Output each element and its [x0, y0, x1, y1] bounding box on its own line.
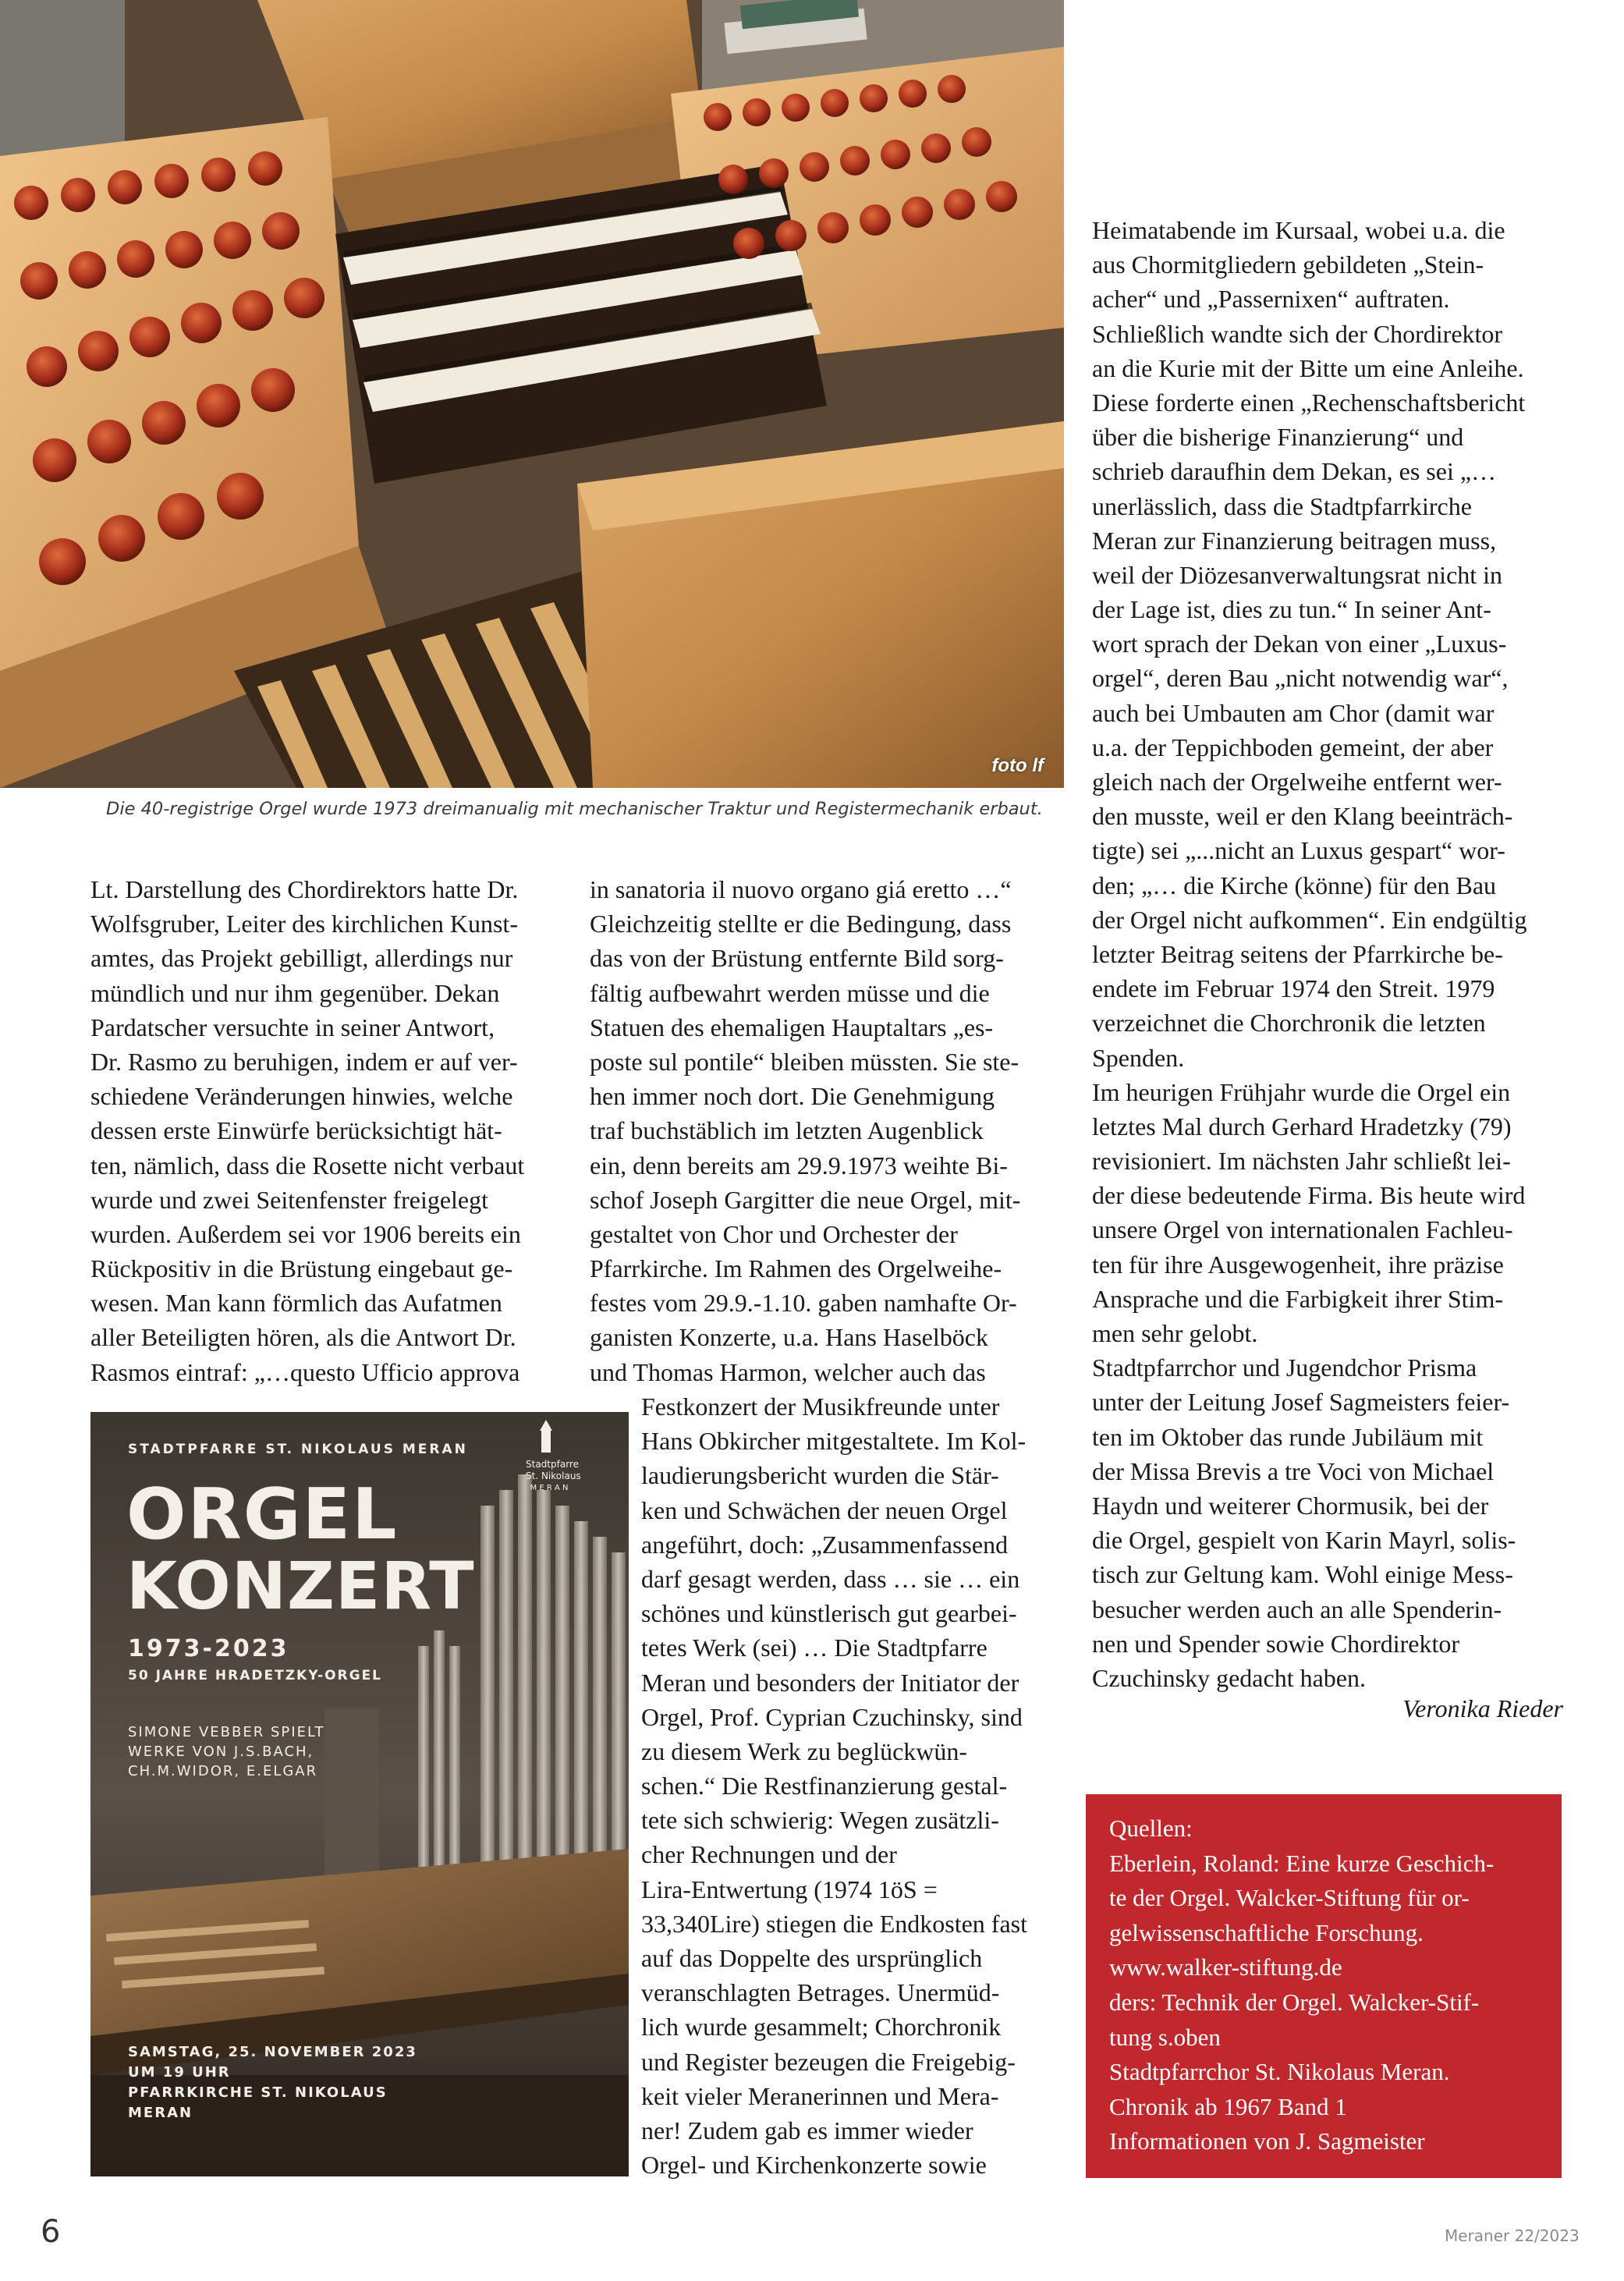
text-line: schof Joseph Gargitter die neue Orgel, mit-: [590, 1185, 1021, 1214]
text-line: hen immer noch dort. Die Genehmigung: [590, 1082, 995, 1111]
poster-subtitle: 50 JAHRE HRADETZKY-ORGEL: [128, 1668, 383, 1683]
text-line: Rasmos eintraf: „…questo Ufficio approva: [90, 1357, 520, 1386]
text-line: der Orgel nicht aufkommen“. Ein endgültig: [1092, 905, 1527, 934]
text-line: ten für ihre Ausgewogenheit, ihre präzise: [1092, 1250, 1504, 1279]
text-line: gestaltet von Chor und Orchester der: [590, 1219, 958, 1248]
text-line: Pardatscher versuchte in seiner Antwort,: [90, 1013, 495, 1041]
source-line: te der Orgel. Walcker-Stiftung für or-: [1109, 1884, 1470, 1912]
text-line: Spenden.: [1092, 1043, 1185, 1072]
text-line: darf gesagt werden, dass … sie … ein: [641, 1564, 1020, 1593]
text-line: schiedene Veränderungen hinwies, welche: [90, 1082, 513, 1111]
source-line: Chronik ab 1967 Band 1: [1109, 2092, 1347, 2120]
text-line: 33,340Lire) stiegen die Endkosten fast: [641, 1909, 1027, 1938]
text-line: und Thomas Harmon, welcher auch das: [590, 1357, 986, 1386]
text-line: poste sul pontile“ bleiben müssten. Sie ste-: [590, 1047, 1019, 1076]
poster-parish-header: STADTPFARRE ST. NIKOLAUS MERAN: [128, 1442, 468, 1457]
text-line: angeführt, doch: „Zusammenfassend: [641, 1530, 1009, 1559]
text-line: Gleichzeitig stellte er die Bedingung, dass: [590, 910, 1012, 938]
source-line: www.walker-stiftung.de: [1109, 1953, 1342, 1981]
concert-poster: [90, 1412, 629, 2176]
poster-performer: SIMONE VEBBER SPIELT WERKE VON J.S.BACH, CH.M.WIDOR, E.ELGAR: [128, 1724, 325, 1779]
text-line: acher“ und „Passernixen“ auftraten.: [1092, 285, 1450, 314]
text-line: Im heurigen Frühjahr wurde die Orgel ein: [1092, 1077, 1511, 1106]
text-line: tetes Werk (sei) … Die Stadtpfarre: [641, 1634, 988, 1662]
text-line: der Lage ist, dies zu tun.“ In seiner Ant-: [1092, 595, 1491, 624]
text-line: Lt. Darstellung des Chordirektors hatte Dr.: [90, 875, 519, 903]
text-line: ner! Zudem gab es immer wieder: [641, 2116, 973, 2144]
text-line: festes vom 29.9.-1.10. gaben namhafte Or-: [590, 1289, 1017, 1318]
text-line: ten im Oktober das runde Jubiläum mit: [1092, 1422, 1484, 1451]
source-line: Informationen von J. Sagmeister: [1109, 2127, 1425, 2155]
text-line: Meran und besonders der Initiator der: [641, 1668, 1019, 1697]
text-line: letzter Beitrag seitens der Pfarrkirche be-: [1092, 939, 1503, 968]
text-line: nen und Spender sowie Chordirektor: [1092, 1629, 1460, 1658]
text-line: wurden. Außerdem sei vor 1906 bereits ein: [90, 1219, 521, 1248]
text-line: Statuen des ehemaligen Hauptaltars „es-: [590, 1013, 994, 1041]
text-line: Lira-Entwertung (1974 1öS =: [641, 1875, 938, 1903]
poster-years: 1973-2023: [128, 1635, 289, 1662]
text-line: Hans Obkircher mitgestaltete. Im Kol-: [641, 1427, 1027, 1456]
text-line: dessen erste Einwürfe berücksichtigt hät-: [90, 1116, 502, 1145]
text-line: Orgel, Prof. Cyprian Czuchinsky, sind: [641, 1702, 1023, 1731]
text-line: Dr. Rasmo zu beruhigen, indem er auf ver-: [90, 1047, 518, 1076]
text-line: letztes Mal durch Gerhard Hradetzky (79): [1092, 1112, 1512, 1140]
text-line: mündlich und nur ihm gegenüber. Dekan: [90, 978, 500, 1007]
text-line: lich wurde gesammelt; Chorchronik: [641, 2013, 1002, 2042]
text-line: wurde und zwei Seitenfenster freigelegt: [90, 1185, 489, 1214]
text-line: cher Rechnungen und der: [641, 1840, 897, 1869]
text-line: men sehr gelobt.: [1092, 1319, 1258, 1347]
text-line: laudierungsbericht wurden die Stär-: [641, 1461, 999, 1490]
text-line: das von der Brüstung entfernte Bild sorg-: [590, 944, 1004, 973]
text-line: traf buchstäblich im letzten Augenblick: [590, 1116, 984, 1145]
text-line: endete im Februar 1974 den Streit. 1979: [1092, 974, 1495, 1003]
text-line: Festkonzert der Musikfreunde unter: [641, 1392, 1000, 1421]
text-line: ganisten Konzerte, u.a. Hans Haselböck: [590, 1323, 988, 1352]
photo-caption: Die 40-registrige Orgel wurde 1973 dreimanualig mit mechanischer Traktur und Registermechanik erbaut.: [106, 799, 1043, 819]
text-line: keit vieler Meranerinnen und Mera-: [641, 2081, 999, 2110]
text-line: den; „… die Kirche (könne) für den Bau: [1092, 871, 1497, 899]
sources-list: [1109, 1811, 1494, 2159]
text-line: Czuchinsky gedacht haben.: [1092, 1663, 1366, 1692]
text-line: die Orgel, gespielt von Karin Mayrl, solis-: [1092, 1526, 1516, 1555]
text-line: der Missa Brevis a tre Voci von Michael: [1092, 1456, 1495, 1485]
text-line: tisch zur Geltung kam. Wohl einige Mess-: [1092, 1560, 1513, 1589]
text-line: fältig aufbewahrt werden müsse und die: [590, 978, 990, 1007]
text-line: Wolfsgruber, Leiter des kirchlichen Kunst-: [90, 910, 518, 938]
text-line: tete sich schwierig: Wegen zusätzli-: [641, 1806, 999, 1835]
text-line: weil der Diözesanverwaltungsrat nicht in: [1092, 560, 1503, 589]
text-line: veranschlagten Betrages. Unermüd-: [641, 1978, 1000, 2007]
source-line: ders: Technik der Orgel. Walcker-Stif-: [1109, 1988, 1480, 2016]
text-line: Stadtpfarrchor und Jugendchor Prisma: [1092, 1353, 1477, 1382]
source-line: Quellen:: [1109, 1815, 1193, 1842]
text-line: Diese forderte einen „Rechenschaftsbericht: [1092, 388, 1526, 417]
text-line: der diese bedeutende Firma. Bis heute wird: [1092, 1181, 1526, 1210]
photo-credit: foto lf: [991, 755, 1044, 776]
text-line: wesen. Man kann förmlich das Aufatmen: [90, 1289, 502, 1318]
page-number: 6: [41, 2214, 61, 2250]
text-line: schönes und künstlerisch gut gearbei-: [641, 1599, 1017, 1628]
text-line: Haydn und weiterer Chormusik, bei der: [1092, 1491, 1489, 1520]
source-line: Stadtpfarrchor St. Nikolaus Meran.: [1109, 2058, 1450, 2086]
text-line: wort sprach der Dekan von einer „Luxus-: [1092, 630, 1507, 658]
text-line: ten, nämlich, dass die Rosette nicht verbaut: [90, 1151, 525, 1180]
text-line: ken und Schwächen der neuen Orgel: [641, 1495, 1008, 1524]
poster-title-line2: KONZERT: [126, 1548, 475, 1624]
text-line: amtes, das Projekt gebilligt, allerdings nur: [90, 944, 513, 973]
text-line: und Register bezeugen die Freigebig-: [641, 2047, 1016, 2076]
text-line: aller Beteiligten hören, als die Antwort Dr.: [90, 1323, 516, 1352]
article-column-3: [1092, 213, 1526, 1695]
author-signature: Veronika Rieder: [1402, 1694, 1563, 1722]
text-line: schrieb daraufhin dem Dekan, es sei „…: [1092, 457, 1497, 486]
text-line: über die bisherige Finanzierung“ und: [1092, 423, 1464, 452]
text-line: gleich nach der Orgelweihe entfernt wer-: [1092, 768, 1502, 796]
text-line: revisioniert. Im nächsten Jahr schließt lei-: [1092, 1147, 1511, 1176]
text-line: zu diesem Werk zu beglückwün-: [641, 1736, 968, 1765]
text-line: auf das Doppelte des ursprünglich: [641, 1944, 983, 1972]
poster-title-line1: ORGEL: [126, 1474, 399, 1556]
text-line: Heimatabende im Kursaal, wobei u.a. die: [1092, 216, 1505, 244]
source-line: tung s.oben: [1109, 2023, 1221, 2051]
article-column-2-top: [590, 872, 1020, 1389]
text-line: orgel“, deren Bau „nicht notwendig war“,: [1092, 664, 1509, 693]
issue-label: Meraner 22/2023: [1445, 2226, 1580, 2245]
article-column-2-bottom: [641, 1389, 1027, 2182]
text-line: u.a. der Teppichboden gemeint, der aber: [1092, 733, 1494, 761]
text-line: Pfarrkirche. Im Rahmen des Orgelweihe-: [590, 1254, 1002, 1283]
source-line: Eberlein, Roland: Eine kurze Geschich-: [1109, 1849, 1495, 1877]
poster-event-details: SAMSTAG, 25. NOVEMBER 2023 UM 19 UHR PFARRKIRCHE ST. NIKOLAUS MERAN: [128, 2044, 417, 2121]
text-line: Schließlich wandte sich der Chordirektor: [1092, 319, 1503, 348]
text-line: auch bei Umbauten am Chor (damit war: [1092, 698, 1495, 727]
text-line: ein, denn bereits am 29.9.1973 weihte Bi-: [590, 1151, 1008, 1180]
text-line: an die Kurie mit der Bitte um eine Anleihe.: [1092, 353, 1524, 382]
organ-photo: [0, 0, 1064, 788]
sources-box: [1086, 1794, 1562, 2178]
text-line: schen.“ Die Restfinanzierung gestal-: [641, 1772, 1008, 1800]
article-column-1: [90, 872, 524, 1389]
text-line: Meran zur Finanzierung beitragen muss,: [1092, 526, 1497, 555]
text-line: Ansprache und die Farbigkeit ihrer Stim-: [1092, 1284, 1503, 1313]
text-line: aus Chormitgliedern gebildeten „Stein-: [1092, 250, 1484, 279]
text-line: in sanatoria il nuovo organo giá eretto …“: [590, 875, 1012, 903]
text-line: verzeichnet die Chorchronik die letzten: [1092, 1009, 1486, 1038]
text-line: unter der Leitung Josef Sagmeisters feier-: [1092, 1388, 1510, 1417]
text-line: Orgel- und Kirchenkonzerte sowie: [641, 2151, 987, 2180]
organ-console-illustration: [0, 0, 1064, 788]
poster-logo-text: Stadtpfarre St. Nikolaus M E R A N: [526, 1459, 581, 1492]
text-line: besucher werden auch an alle Spenderin-: [1092, 1595, 1502, 1623]
text-line: Rückpositiv in die Brüstung eingebaut ge-: [90, 1254, 513, 1283]
source-line: gelwissenschaftliche Forschung.: [1109, 1918, 1424, 1946]
text-line: unerlässlich, dass die Stadtpfarrkirche: [1092, 491, 1472, 520]
text-line: unsere Orgel von internationalen Fachleu-: [1092, 1215, 1513, 1244]
text-line: den musste, weil er den Klang beeinträch-: [1092, 802, 1513, 831]
text-line: tigte) sei „...nicht an Luxus gespart“ wor-: [1092, 836, 1505, 865]
